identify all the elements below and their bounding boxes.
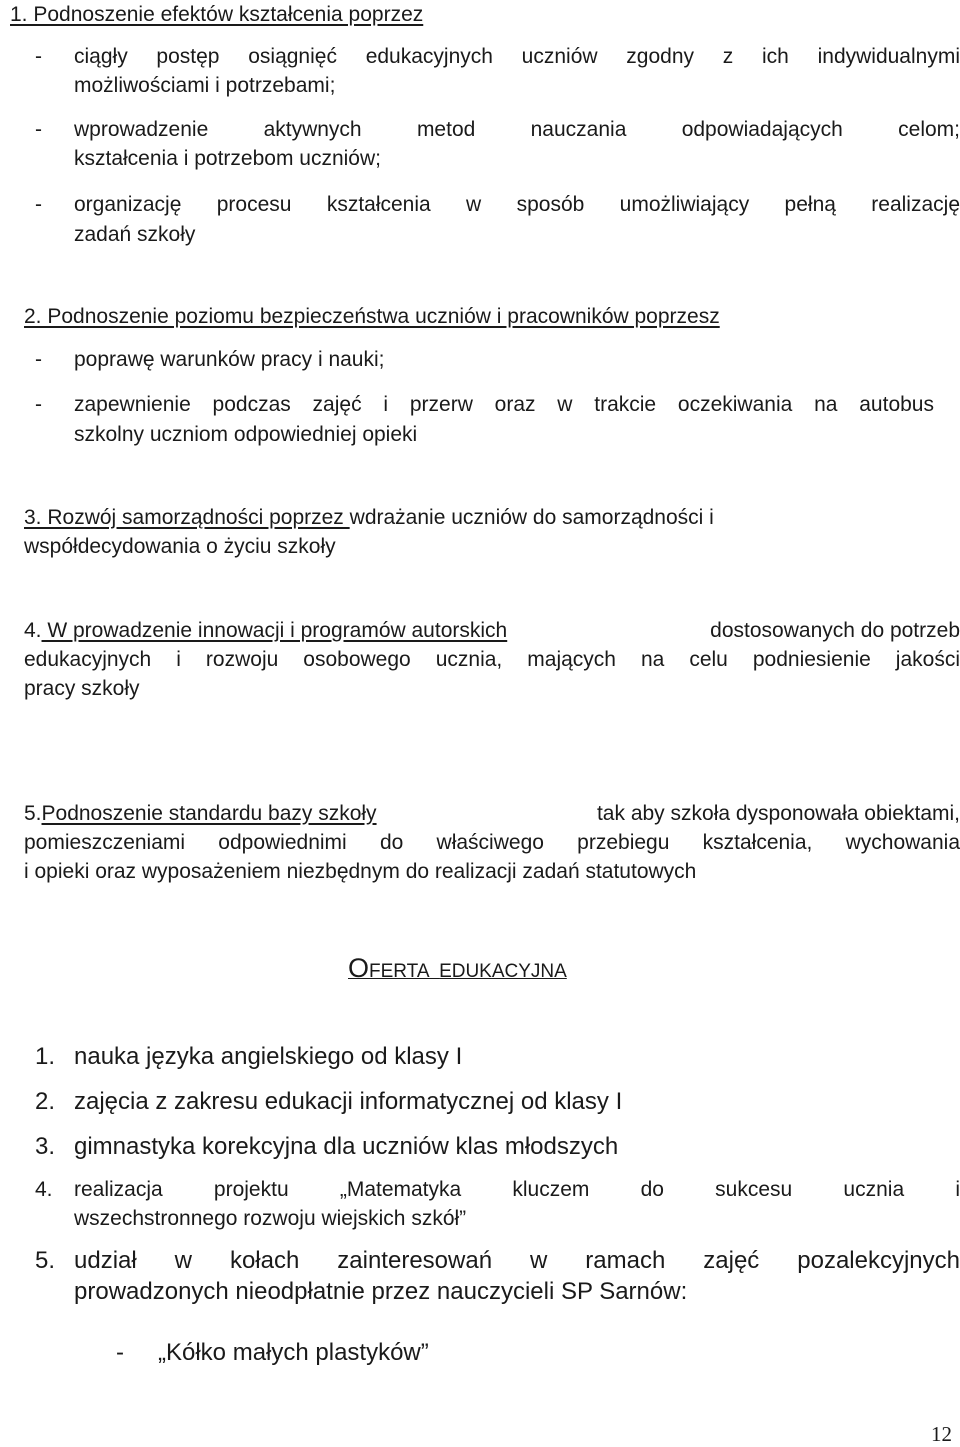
section-2-item-1-line-1: poprawę warunków pracy i nauki; bbox=[74, 348, 385, 371]
section-4-line-3: pracy szkoły bbox=[24, 677, 140, 700]
offer-item-5-line-2: prowadzonych nieodpłatnie przez nauczycieli SP Sarnów: bbox=[74, 1278, 688, 1305]
offer-item-2: zajęcia z zakresu edukacji informatycznej od klasy I bbox=[74, 1088, 623, 1115]
section-5-rest: tak aby szkoła dysponowała obiektami, bbox=[596, 802, 960, 825]
offer-item-number: 1. bbox=[35, 1043, 56, 1070]
section-1-item-2-line-1: wprowadzenie aktywnych metod nauczania odpowiadających celom; bbox=[74, 118, 960, 141]
section-1-item-1-line-1: ciągły postęp osiągnięć edukacyjnych uczniów zgodny z ich indywidualnymi bbox=[74, 45, 960, 68]
offer-item-4-line-1: realizacja projektu „Matematyka kluczem do sukcesu ucznia i bbox=[74, 1178, 960, 1201]
bullet-dash: - bbox=[35, 348, 42, 371]
offer-item-number: 5. bbox=[35, 1247, 56, 1274]
section-5-number: 5. bbox=[24, 802, 42, 825]
section-1-item-3-line-1: organizację procesu kształcenia w sposób umożliwiający pełną realizację bbox=[74, 193, 960, 216]
section-3-line-2: współdecydowania o życiu szkoły bbox=[24, 535, 336, 558]
offer-item-3: gimnastyka korekcyjna dla uczniów klas młodszych bbox=[74, 1133, 619, 1160]
section-3-underlined: 3. Rozwój samorządności poprzez bbox=[24, 506, 350, 529]
offer-item-4-line-2: wszechstronnego rozwoju wiejskich szkół” bbox=[74, 1207, 467, 1230]
bullet-dash: - bbox=[35, 393, 42, 416]
offer-item-number: 3. bbox=[35, 1133, 56, 1160]
section-4-line-1 bbox=[24, 618, 960, 644]
section-5-underlined: Podnoszenie standardu bazy szkoły bbox=[41, 802, 377, 825]
offer-item-number: 4. bbox=[35, 1178, 53, 1201]
bullet-dash: - bbox=[35, 193, 42, 216]
section-1-item-2-line-2: kształcenia i potrzebom uczniów; bbox=[74, 147, 381, 170]
section-2-heading: 2. Podnoszenie poziomu bezpieczeństwa uczniów i pracowników poprzesz bbox=[24, 305, 720, 328]
section-1-item-3-line-2: zadań szkoły bbox=[74, 223, 196, 246]
section-5-line-3: i opieki oraz wyposażeniem niezbędnym do realizacji zadań statutowych bbox=[24, 860, 697, 883]
section-5-line-2: pomieszczeniami odpowiednimi do właściwego przebiegu kształcenia, wychowania bbox=[24, 831, 960, 854]
section-2-item-2-line-1: zapewnienie podczas zajęć i przerw oraz w trakcie oczekiwania na autobus bbox=[74, 393, 934, 416]
section-2-item-2-line-2: szkolny uczniom odpowiedniej opieki bbox=[74, 423, 418, 446]
section-4-number: 4. bbox=[24, 619, 42, 642]
bullet-dash: - bbox=[35, 45, 42, 68]
section-3-rest: wdrażanie uczniów do samorządności i bbox=[349, 506, 714, 529]
offer-item-number: 2. bbox=[35, 1088, 56, 1115]
section-4-line-2: edukacyjnych i rozwoju osobowego ucznia, mających na celu podniesienie jakości bbox=[24, 648, 960, 671]
offer-title: OFERTA EDUKACYJNA bbox=[348, 953, 567, 983]
section-4-rest: dostosowanych do potrzeb bbox=[710, 619, 960, 642]
section-4-underlined: W prowadzenie innowacji i programów autorskich bbox=[41, 619, 508, 642]
page-number: 12 bbox=[931, 1422, 952, 1446]
section-1-heading: 1. Podnoszenie efektów kształcenia poprzez bbox=[10, 3, 424, 26]
offer-subitem: „Kółko małych plastyków” bbox=[158, 1339, 429, 1366]
offer-item-5-line-1: udział w kołach zainteresowań w ramach zajęć pozalekcyjnych bbox=[74, 1247, 960, 1274]
bullet-dash: - bbox=[35, 118, 42, 141]
section-5-line-1 bbox=[24, 801, 960, 827]
offer-item-1: nauka języka angielskiego od klasy I bbox=[74, 1043, 463, 1070]
bullet-dash: - bbox=[116, 1339, 124, 1366]
section-3-line-1 bbox=[24, 505, 714, 531]
section-1-item-1-line-2: możliwościami i potrzebami; bbox=[74, 74, 336, 97]
